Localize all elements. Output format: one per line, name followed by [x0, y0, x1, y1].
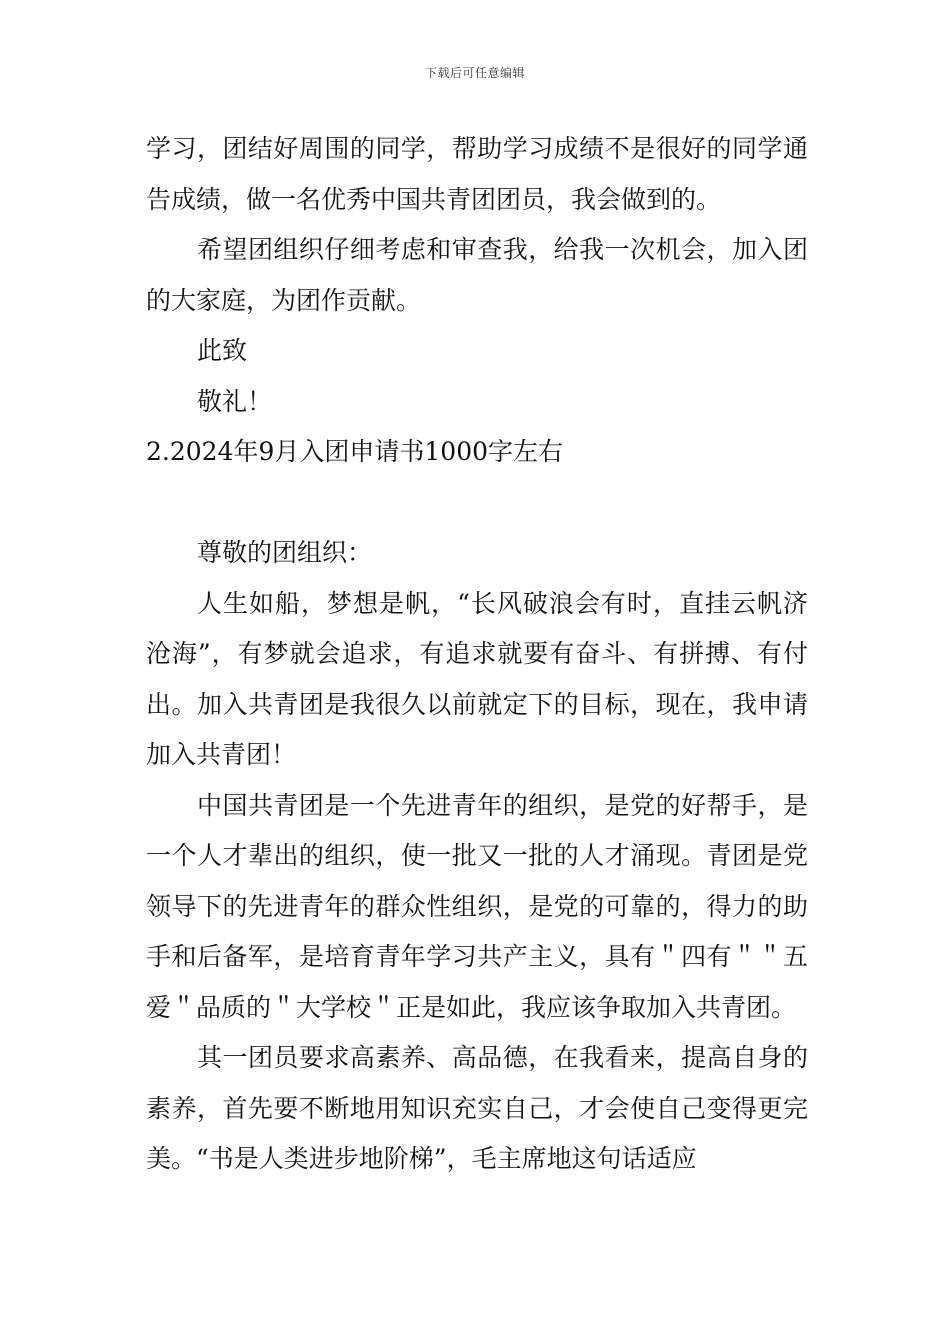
header-note: 下载后可任意编辑 [424, 66, 525, 80]
paragraph-dream: 人生如船，梦想是帆，“长风破浪会有时，直挂云帆济沧海”，有梦就会追求，有追求就要有奋斗、有拼搏、有付出。加入共青团是我很久以前就定下的目标，现在，我申请加入共青团！ [146, 588, 808, 769]
closing-cizhi: 此致 [197, 336, 248, 365]
paragraph-hope: 希望团组织仔细考虑和审查我，给我一次机会，加入团的大家庭，为团作贡献。 [146, 235, 808, 315]
paragraph-league-intro: 中国共青团是一个先进青年的组织，是党的好帮手，是一个人才辈出的组织，使一批又一批的人才涌现。青团是党领导下的先进青年的群众性组织，是党的可靠的，得力的助手和后备军，是培育青年学习共产主义，具有＂四有＂＂五爱＂品质的＂大学校＂正是如此，我应该争取加入共青团。 [146, 790, 808, 1022]
salutation: 尊敬的团组织： [197, 538, 373, 567]
paragraph-quality: 其一团员要求高素养、高品德，在我看来，提高自身的素养，首先要不断地用知识充实自己，才会使自己变得更完美。“书是人类进步地阶梯”，毛主席地这句话适应 [146, 1043, 808, 1173]
paragraph-continuation: 学习，团结好周围的同学，帮助学习成绩不是很好的同学通告成绩，做一名优秀中国共青团团员，我会做到的。 [146, 134, 808, 214]
document-body [146, 124, 808, 1185]
closing-jingli: 敬礼！ [197, 386, 273, 416]
blank-line [146, 478, 808, 529]
section-heading: 2.2024年9月入团申请书1000字左右 [146, 437, 564, 466]
